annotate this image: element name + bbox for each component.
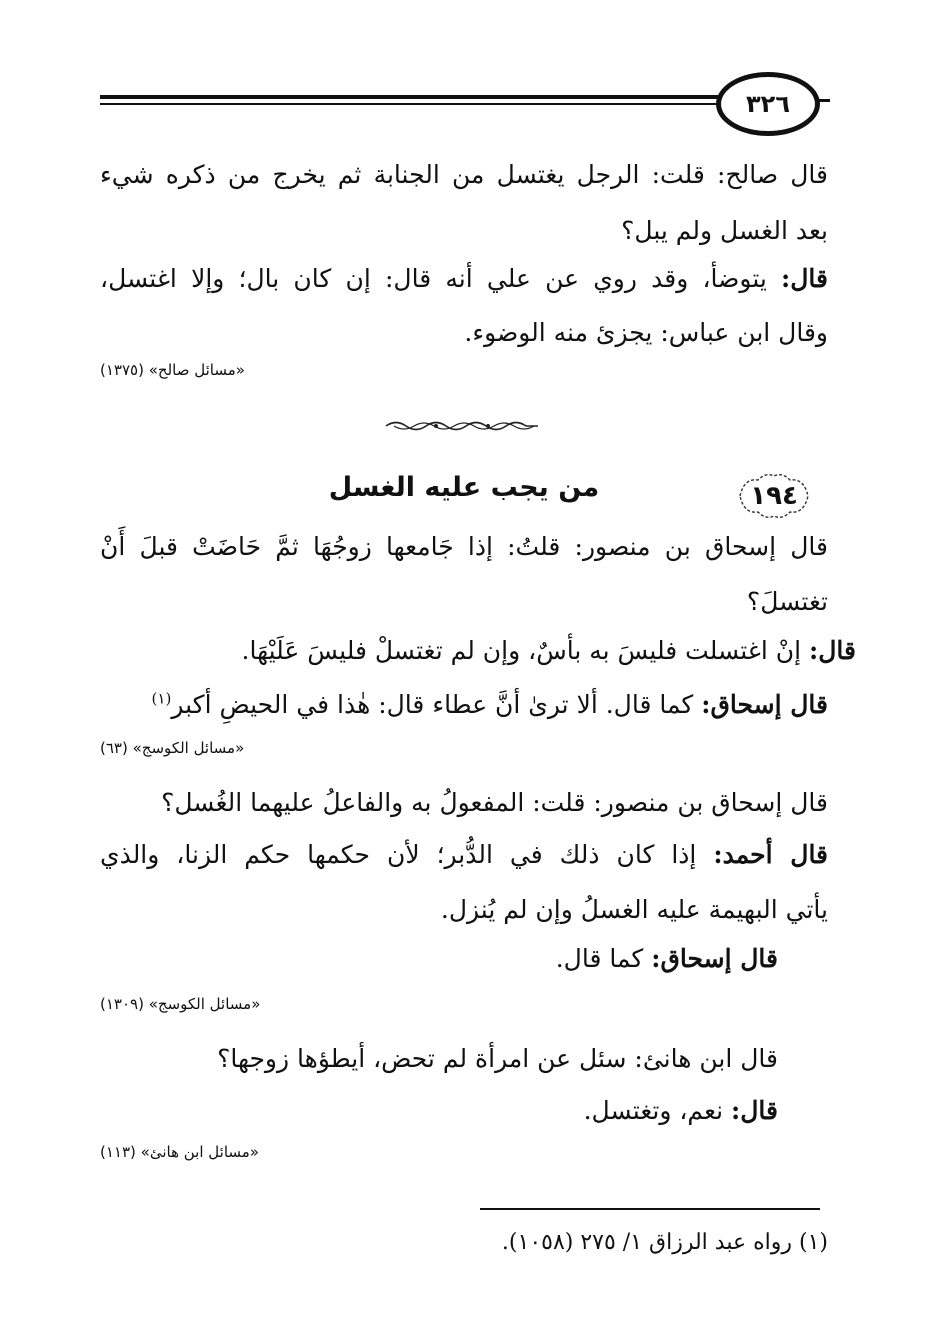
- question-line: بعد الغسل ولم يبل؟: [621, 216, 828, 245]
- header-rule-thin: [100, 103, 720, 105]
- source-citation: «مسائل الكوسج» (٦٣): [100, 739, 245, 757]
- ishaq-lead: قال إسحاق:: [701, 690, 828, 719]
- answer-line: وقال ابن عباس: يجزئ منه الوضوء.: [464, 318, 828, 347]
- ishaq-lead: قال إسحاق:: [651, 944, 778, 973]
- source-citation: «مسائل صالح» (١٣٧٥): [100, 361, 245, 379]
- ishaq-text: كما قال. ألا ترىٰ أنَّ عطاء قال: هٰذا في الحيضِ أكبر: [171, 690, 702, 719]
- footnote: [502, 1226, 828, 1260]
- answer-text: نعم، وتغتسل.: [583, 1096, 732, 1125]
- answer-line: [100, 262, 828, 296]
- question-line: قال إسحاق بن منصور: قلتُ: إذا جَامعها زوجُهَا ثمَّ حَاضَتْ قبلَ أَنْ: [100, 532, 828, 561]
- ishaq-line: [556, 942, 778, 976]
- footnote-number: (١): [798, 1230, 828, 1255]
- page-number: ٣٢٦: [746, 90, 790, 118]
- section-title: من يجب عليه الغسل: [328, 472, 600, 503]
- answer-lead: قال:: [809, 636, 856, 665]
- answer-line: [100, 838, 828, 872]
- footnote-marker[interactable]: (١): [151, 689, 172, 708]
- question-line: قال إسحاق بن منصور: قلت: المفعولُ به والفاعلُ عليهما الغُسل؟: [161, 788, 828, 817]
- ishaq-line: [152, 688, 828, 722]
- page-number-badge: [716, 72, 820, 136]
- answer-lead: قال أحمد:: [713, 840, 829, 869]
- footnote-text: رواه عبد الرزاق ١/ ٢٧٥ (١٠٥٨).: [501, 1230, 792, 1255]
- answer-lead: قال:: [731, 1096, 778, 1125]
- answer-line: يأتي البهيمة عليه الغسلُ وإن لم يُنزل.: [440, 895, 828, 924]
- header-rule-thick: [100, 95, 720, 99]
- question-line: تغتسلَ؟: [746, 587, 828, 616]
- answer-text: إذا كان ذلك في الدُّبر؛ لأن حكمها حكم الزنا، والذي: [100, 840, 714, 869]
- answer-line: [242, 634, 857, 668]
- answer-text: يتوضأ، وقد روي عن علي أنه قال: إن كان بال؛ وإلا اغتسل،: [100, 264, 782, 293]
- ornament-divider: [384, 418, 540, 434]
- question-line: قال صالح: قلت: الرجل يغتسل من الجنابة ثم يخرج من ذكره شيء: [100, 160, 828, 189]
- answer-line: [584, 1094, 778, 1128]
- source-citation: «مسائل ابن هانئ» (١١٣): [100, 1143, 259, 1161]
- ishaq-text: كما قال.: [555, 944, 652, 973]
- question-line: قال ابن هانئ: سئل عن امرأة لم تحض، أيطؤها زوجها؟: [217, 1044, 778, 1073]
- footnote-separator: [480, 1208, 820, 1210]
- answer-lead: قال:: [781, 264, 828, 293]
- source-citation: «مسائل الكوسج» (١٣٠٩): [100, 995, 261, 1013]
- section-number: ١٩٤: [750, 481, 798, 511]
- answer-text: إنْ اغتسلت فليسَ به بأسٌ، وإن لم تغتسلْ فليسَ عَلَيْهَا.: [241, 636, 810, 665]
